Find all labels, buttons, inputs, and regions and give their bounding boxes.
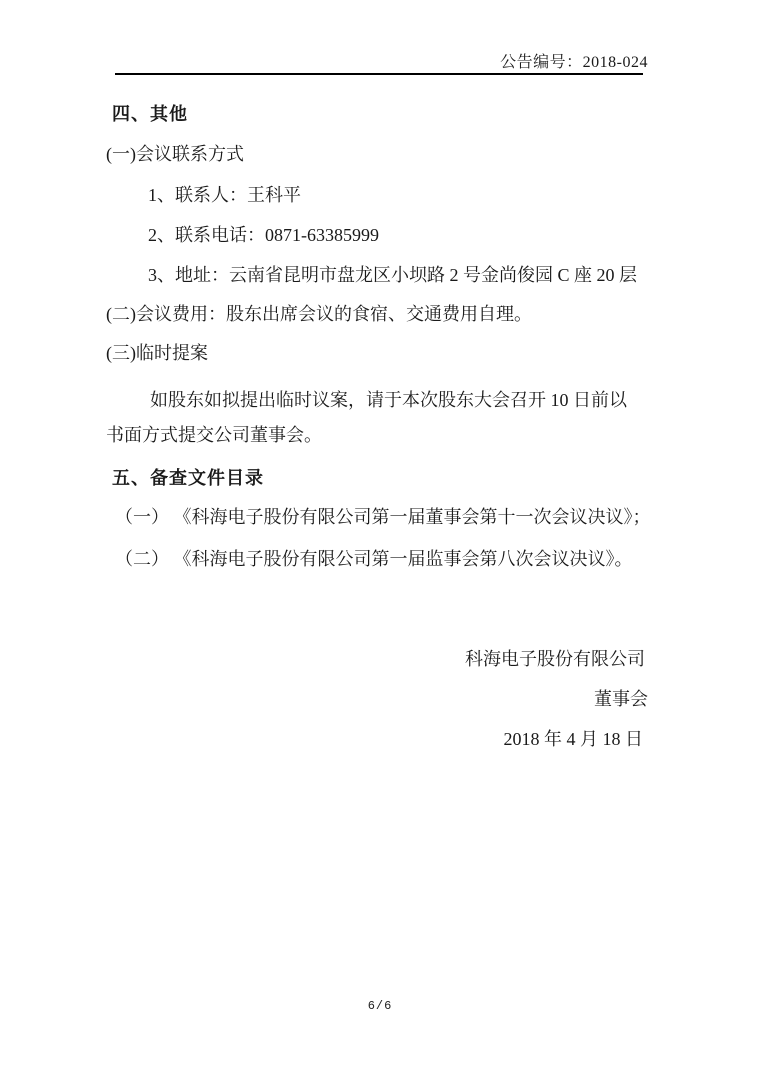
signature-company-name: 科海电子股份有限公司: [465, 649, 645, 669]
proposal-paragraph-line1: 如股东如拟提出临时议案，请于本次股东大会召开 10 日前以: [150, 390, 627, 410]
reference-document-1: （一） 《科海电子股份有限公司第一届董事会第十一次会议决议》；: [115, 507, 651, 527]
reference-document-2: （二） 《科海电子股份有限公司第一届监事会第八次会议决议》。: [115, 549, 633, 569]
page-number: 6/6: [367, 999, 393, 1013]
section4-item-meeting-fee: (二)会议费用：股东出席会议的食宿、交通费用自理。: [106, 304, 532, 324]
contact-phone-line: 2、联系电话：0871-63385999: [148, 225, 379, 245]
section4-item-contact-method: (一)会议联系方式: [106, 144, 244, 164]
proposal-paragraph-line2: 书面方式提交公司董事会。: [106, 425, 322, 445]
header-divider: [115, 73, 643, 75]
contact-address-line: 3、地址：云南省昆明市盘龙区小坝路 2 号金尚俊园 C 座 20 层: [148, 265, 638, 285]
announcement-number: 公告编号：2018-024: [500, 54, 648, 71]
section4-heading: 四、其他: [112, 104, 188, 124]
signature-date: 2018 年 4 月 18 日: [503, 729, 643, 749]
contact-person-line: 1、联系人：王科平: [148, 185, 301, 205]
section5-heading: 五、备查文件目录: [112, 468, 264, 488]
section4-item-provisional-proposal: (三)临时提案: [106, 343, 208, 363]
signature-board: 董事会: [594, 689, 648, 709]
